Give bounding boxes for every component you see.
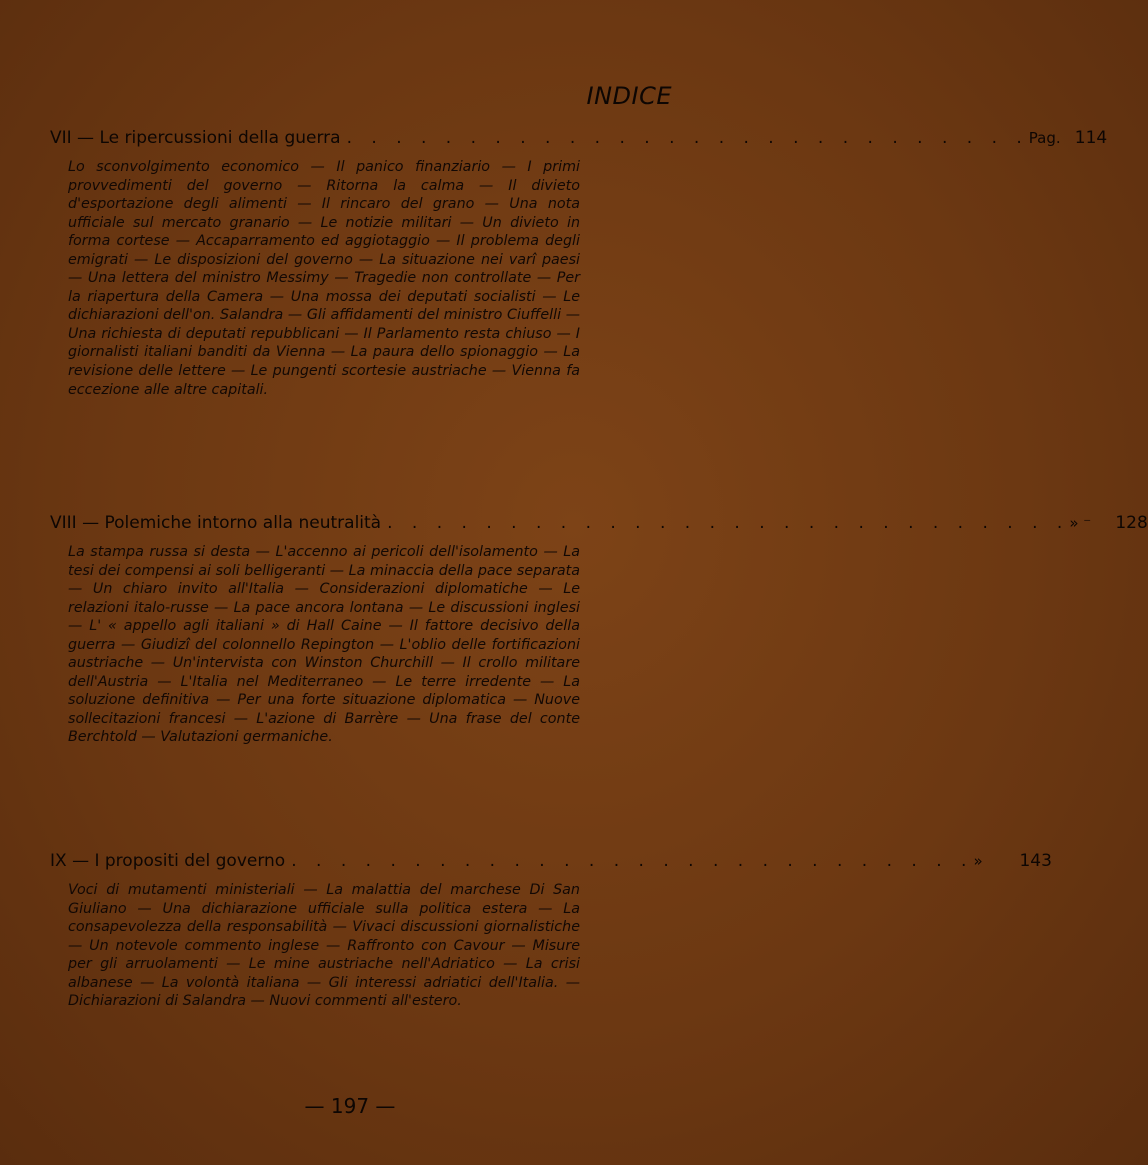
chapter-summary: La stampa russa si desta — L'accenno ai pericoli dell'isolamento — La tesi dei compensi ai soli belligeranti — La minaccia della pace separata — Un chiaro invito all'Italia — Considerazioni diplomatiche — Le relazioni italo-russe — La pace ancora lontana — Le discussioni inglesi — L' « appello agli italiani » di Hall Caine — Il fattore decisivo della guerra — Giudizî del colonnello Repington — L'oblio delle fortificazioni austriache — Un'intervista con Winston Churchill — Il crollo militare dell'Austria — L'Italia nel Mediterraneo — Le terre irredente — La soluzione definitiva — Per una forte situazione diplomatica — Nuove sollecitazioni francesi — L'azione di Barrère — Una frase del conte Berchtold — Valutazioni germaniche. — [68, 544, 580, 746]
chapter-entry-viii — [50, 513, 1148, 747]
leader-dots: . . . . . . . . . . . . . . . . . . . . . . . . . . . . — [346, 128, 1029, 148]
chapter-summary: Lo sconvolgimento economico — Il panico finanziario — I primi provvedimenti del governo — Ritorna la calma — Il divieto d'esportazione degli alimenti — Il rincaro del grano — Una nota ufficiale sul mercato granario — Le notizie militari — Un divieto in forma cortese — Accaparramento ed aggiotaggio — Il problema degli emigrati — Le disposizioni del governo — La situazione nei varî paesi — Una lettera del ministro Messimy — Tragedie non controllate — Per la riapertura della Camera — Una mossa dei deputati socialisti — Le dichiarazioni dell'on. Salandra — Gli affidamenti del ministro Ciuffelli — Una richiesta di deputati repubblicani — Il Parlamento resta chiuso — I giornalisti italiani banditi da Vienna — La paura dello spionaggio — La revisione delle lettere — Le pungenti scortesie austriache — Vienna fa eccezione alle altre capitali. — [68, 159, 580, 398]
chapter-title: VIII — Polemiche intorno alla neutralità — [50, 513, 382, 533]
chapter-heading — [50, 128, 1108, 148]
leader-dots: . . . . . . . . . . . . . . . . . . . . . . . . . . . . — [291, 851, 974, 871]
chapter-page-number: 128 — [1115, 513, 1148, 533]
chapter-summary: Voci di mutamenti ministeriali — La malattia del marchese Di San Giuliano — Una dichiarazione ufficiale sulla politica estera — La consapevolezza della responsabilità — Vivaci discussioni giornalistiche — Un notevole commento inglese — Raffronto con Cavour — Misure per gli arruolamenti — Le mine austriache nell'Adriatico — La crisi albanese — La volontà italiana — Gli interessi adriatici dell'Italia. — Dichiarazioni di Salandra — Nuovi commenti all'estero. — [68, 882, 580, 1010]
chapter-entry-ix — [50, 851, 1052, 1011]
chapter-heading — [50, 851, 1052, 871]
page-folio-number: — 197 — — [304, 1094, 396, 1118]
page-prefix: Pag. — [1028, 129, 1061, 147]
chapter-title: VII — Le ripercussioni della guerra — [50, 128, 341, 148]
chapter-heading — [50, 513, 1148, 533]
page-prefix: » ⁻ — [1069, 514, 1092, 532]
chapter-entry-vii — [50, 128, 1108, 399]
leader-dots: . . . . . . . . . . . . . . . . . . . . . . . . . . . . — [387, 513, 1070, 533]
page-prefix: » — [973, 852, 983, 870]
chapter-page-number: 114 — [1074, 128, 1108, 148]
chapter-title: IX — I propositi del governo — [50, 851, 286, 871]
page-header-title: INDICE — [586, 82, 672, 110]
chapter-page-number: 143 — [1019, 851, 1052, 871]
